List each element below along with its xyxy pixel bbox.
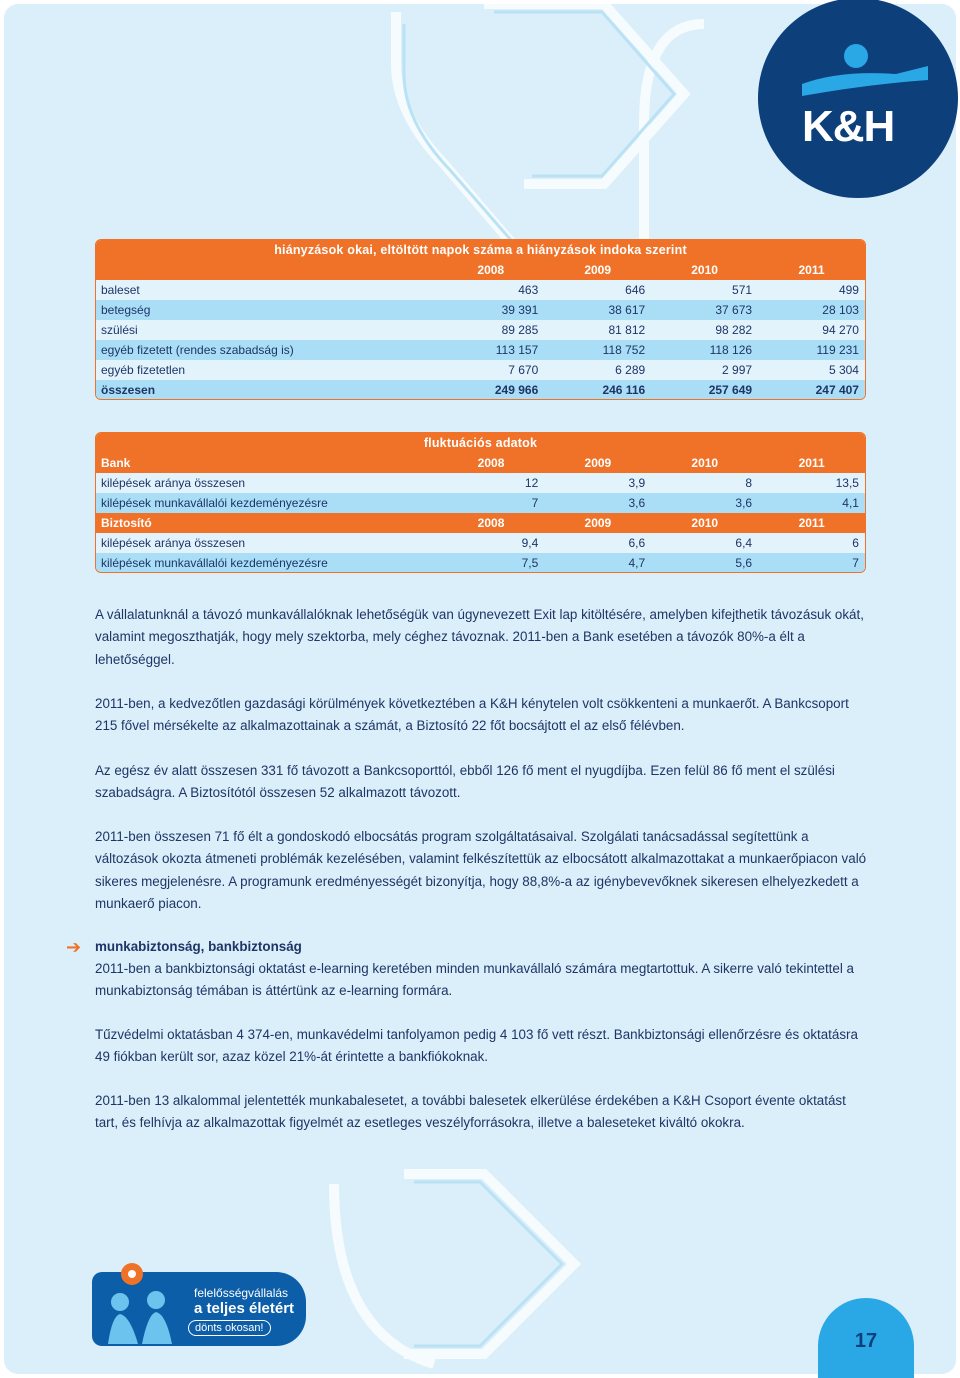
absence-table-header xyxy=(96,260,865,280)
paragraph-elearning: 2011-ben a bankbiztonsági oktatást e-learning keretében minden munkavállaló számára megtartottuk. A sikerre való tekintettel a munkabiztonság témában is áttértünk az e-learning formára. xyxy=(95,961,854,999)
page-background xyxy=(4,4,956,1374)
paragraph-fire-safety: Tűzvédelmi oktatásban 4 374-en, munkavédelmi tanfolyamon pedig 4 103 fő vett részt. Bankbiztonsági ellenőrzésre és oktatásra 49 fiókban került sor, azaz közel 21%-át érintette a bankfiókoknak. xyxy=(95,1027,858,1065)
group-header-bank: Bank 2008 2009 2010 2011 xyxy=(96,453,865,473)
table-row: kilépések munkavállalói kezdeményezésre 7,5 4,7 5,6 7 xyxy=(96,553,865,573)
table-row: betegség 39 391 38 617 37 673 28 103 xyxy=(96,300,865,320)
decorative-arrows xyxy=(4,4,956,1374)
absence-table-title: hiányzások okai, eltöltött napok száma a hiányzások indoka szerint xyxy=(96,240,865,260)
arrow-right-icon: ➔ xyxy=(66,937,82,957)
table-row: baleset 463 646 571 499 xyxy=(96,280,865,300)
footer-slogan: a teljes életért xyxy=(194,1300,295,1317)
table-row: kilépések munkavállalói kezdeményezésre 7 3,6 3,6 4,1 xyxy=(96,493,865,513)
turnover-table-title: fluktuációs adatok xyxy=(96,433,865,453)
people-figures-icon xyxy=(98,1256,188,1346)
year-header: 2011 xyxy=(798,263,825,277)
table-row: szülési 89 285 81 812 98 282 94 270 xyxy=(96,320,865,340)
year-header: 2008 xyxy=(477,263,505,277)
table-row: egyéb fizetett (rendes szabadság is) 113 157 118 752 118 126 119 231 xyxy=(96,340,865,360)
absence-table xyxy=(95,239,866,400)
year-header: 2010 xyxy=(691,263,718,277)
paragraph-workforce-reduction: 2011-ben, a kedvezőtlen gazdasági körülmények következtében a K&H kénytelen volt csökkenteni a munkaerőt. A Bankcsoport 215 fővel mérsékelte az alkalmazottainak a számát, a Biztosító 22 főt bocsájtott el az első félévben. xyxy=(95,696,849,734)
footer-cta: dönts okosan! xyxy=(188,1320,271,1336)
table-row: kilépések aránya összesen 12 3,9 8 13,5 xyxy=(96,473,865,493)
table-total-row: összesen 249 966 246 116 257 649 247 407 xyxy=(96,380,865,400)
table-row: egyéb fizetetlen 7 670 6 289 2 997 5 304 xyxy=(96,360,865,380)
paragraph-exit-form: A vállalatunknál a távozó munkavállalóknak lehetőségük van úgynevezett Exit lap kitöltésére, amelyben kifejthetik távozásuk okát, valamint megoszthatják, hogy mely szektorba, mely céghez távoznak. 2011-ben a Bank esetében a távozók 80%-a élt a lehetőséggel. xyxy=(95,607,864,667)
section-heading: munkabiztonság, bankbiztonság xyxy=(95,939,302,954)
turnover-table xyxy=(95,432,866,573)
paragraph-outplacement: 2011-ben összesen 71 fő élt a gondoskodó elbocsátás program szolgáltatásaival. Szolgálati tanácsadással segítettünk a változások okozta átmeneti problémák kezelésében, valamint felkészítettük az elbocsátott alkalmazottakat a munkaerőpiacon való sikeres megjelenésre. A programunk eredményességét bizonyítja, hogy 88,8%-a az igénybevevőknek sikeresen elhelyezkedett a munkaerő piacon. xyxy=(95,829,867,911)
group-header-biztosito: Biztosító 2008 2009 2010 2011 xyxy=(96,513,865,533)
paragraph-accidents: 2011-ben 13 alkalommal jelentették munkabalesetet, a további balesetek elkerülése érdekében a K&H Csoport évente oktatást tart, és felhívja az alkalmazottak figyelmét az esetleges veszélyforrásokra, illetve a baleseteket kiváltó okokra. xyxy=(95,1093,846,1131)
footer-tagline: felelősségvállalás xyxy=(194,1286,289,1300)
page-number: 17 xyxy=(854,1330,878,1352)
year-header: 2009 xyxy=(584,263,612,277)
kh-logo-text: K&H xyxy=(802,102,895,151)
paragraph-departures: Az egész év alatt összesen 331 fő távozott a Bankcsoporttól, ebből 126 fő ment el nyugdíjba. Ezen felül 86 fő ment el szülési szabadságra. A Biztosítótól összesen 52 alkalmazott távozott. xyxy=(95,763,835,801)
kh-logo-figure-icon xyxy=(800,40,930,106)
table-row: kilépések aránya összesen 9,4 6,6 6,4 6 xyxy=(96,533,865,553)
